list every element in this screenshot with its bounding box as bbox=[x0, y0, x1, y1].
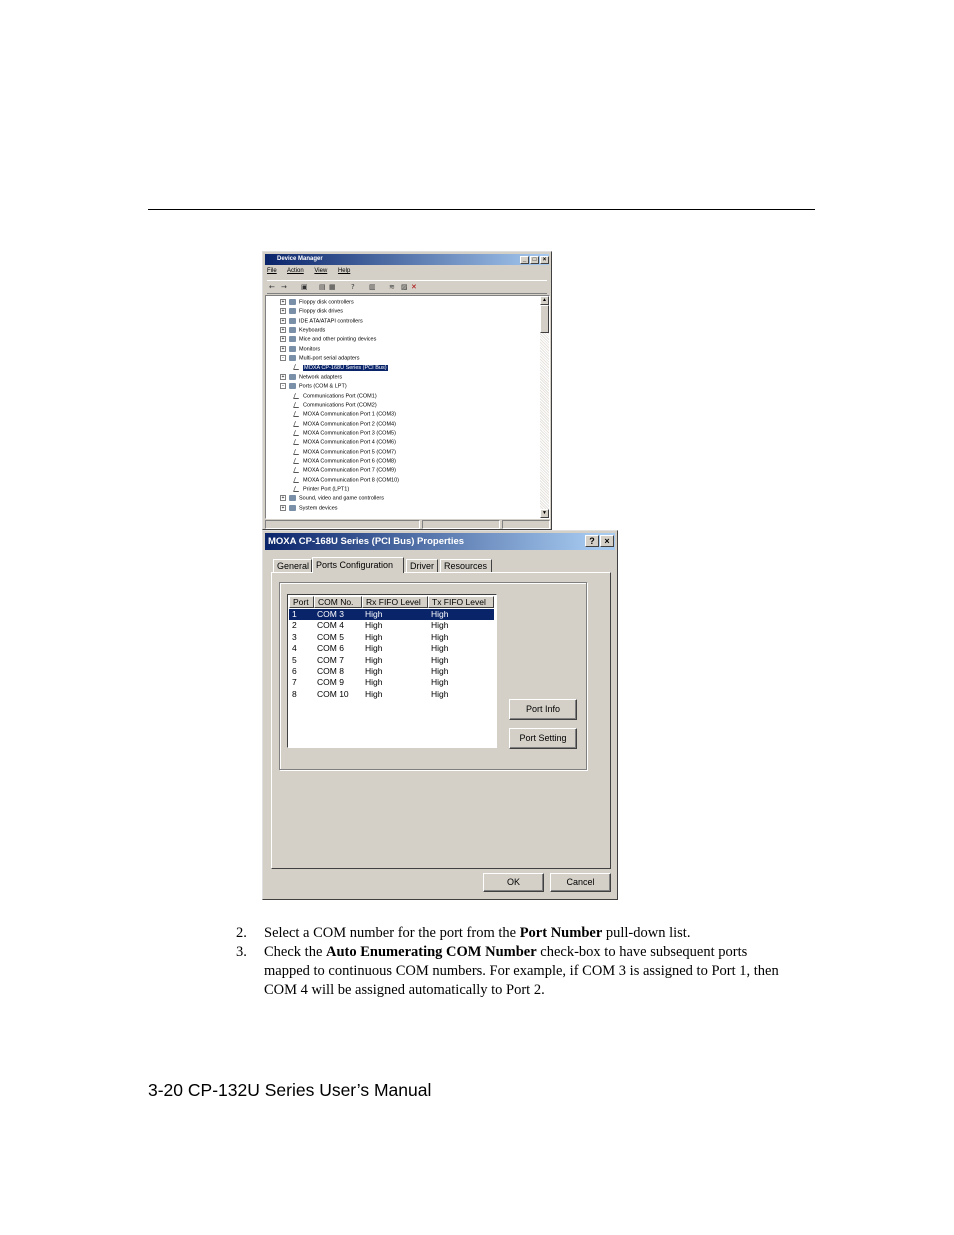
table-row[interactable] bbox=[289, 666, 494, 677]
tree-item[interactable] bbox=[280, 318, 363, 325]
table-cell: High bbox=[365, 631, 383, 642]
forward-arrow-icon[interactable]: → bbox=[281, 283, 287, 291]
properties-icon[interactable]: ▤ bbox=[319, 283, 326, 291]
tree-item-label: MOXA Communication Port 3 (COM5) bbox=[303, 430, 396, 437]
minimize-button[interactable]: _ bbox=[520, 256, 529, 264]
menu-help[interactable]: Help bbox=[337, 268, 351, 274]
tree-item-label: Keyboards bbox=[299, 327, 326, 334]
table-cell: High bbox=[365, 654, 383, 665]
device-category-icon bbox=[289, 374, 296, 380]
expand-icon[interactable]: + bbox=[281, 299, 285, 305]
table-cell: High bbox=[431, 677, 449, 688]
refresh-icon[interactable]: ▦ bbox=[329, 283, 336, 291]
column-port[interactable]: Port bbox=[289, 596, 314, 608]
device-category-icon bbox=[289, 299, 296, 305]
tab-resources[interactable]: Resources bbox=[440, 559, 492, 572]
expand-icon[interactable]: + bbox=[281, 373, 285, 380]
update-driver-icon[interactable]: ≋ bbox=[389, 283, 395, 291]
table-row[interactable] bbox=[289, 655, 494, 666]
dialog-close-button[interactable]: × bbox=[600, 535, 614, 547]
table-cell: High bbox=[431, 620, 449, 631]
table-cell: 2 bbox=[292, 620, 297, 631]
menu-view[interactable]: View bbox=[314, 268, 328, 274]
step-bold-term: Port Number bbox=[519, 925, 603, 941]
tab-panel bbox=[271, 572, 611, 869]
column-com-no[interactable]: COM No. bbox=[314, 596, 362, 608]
device-category-icon bbox=[289, 318, 296, 324]
tree-item-label: Monitors bbox=[299, 346, 321, 353]
step-text: pull-down list. bbox=[602, 925, 691, 941]
tree-item-label: Communications Port (COM2) bbox=[303, 402, 377, 409]
table-row[interactable] bbox=[289, 689, 494, 700]
tree-scrollbar[interactable] bbox=[540, 296, 549, 518]
back-arrow-icon[interactable]: ← bbox=[269, 283, 275, 291]
tree-item[interactable] bbox=[294, 439, 396, 446]
tree-item-label: MOXA Communication Port 1 (COM3) bbox=[303, 411, 396, 418]
device-manager-titlebar bbox=[265, 254, 549, 265]
close-button[interactable]: × bbox=[540, 256, 549, 264]
tree-item-label: MOXA Communication Port 6 (COM8) bbox=[303, 458, 396, 465]
properties-dialog bbox=[262, 530, 618, 900]
tree-item-label: Floppy disk drives bbox=[299, 308, 344, 315]
tree-item[interactable] bbox=[294, 364, 388, 371]
table-cell: High bbox=[365, 666, 383, 676]
table-row[interactable] bbox=[289, 620, 494, 631]
tab-driver[interactable]: Driver bbox=[406, 559, 438, 572]
tree-item[interactable] bbox=[294, 402, 377, 409]
tab-general[interactable]: General bbox=[273, 559, 312, 572]
port-info-button[interactable]: Port Info bbox=[509, 699, 577, 720]
table-cell: 3 bbox=[292, 631, 297, 642]
tree-item-label: IDE ATA/ATAPI controllers bbox=[299, 318, 363, 325]
table-cell: COM 4 bbox=[317, 620, 344, 631]
tree-item-label: System devices bbox=[299, 505, 338, 512]
port-device-icon bbox=[293, 421, 301, 427]
status-pane-1 bbox=[265, 520, 420, 529]
properties-title: MOXA CP-168U Series (PCI Bus) Properties bbox=[268, 536, 465, 547]
menu-bar bbox=[267, 268, 359, 274]
scroll-thumb[interactable] bbox=[540, 305, 549, 333]
table-cell: High bbox=[431, 631, 449, 642]
tree-item[interactable] bbox=[280, 327, 325, 334]
table-cell: COM 7 bbox=[317, 654, 344, 665]
tree-item[interactable] bbox=[280, 336, 376, 343]
uninstall-icon[interactable]: ✕ bbox=[411, 283, 417, 291]
scroll-down-button[interactable]: ▼ bbox=[540, 509, 549, 518]
table-cell: High bbox=[431, 666, 449, 676]
header-rule bbox=[148, 209, 815, 210]
step-text: Select a COM number for the port from the bbox=[264, 925, 520, 941]
step-text: Check the bbox=[264, 944, 327, 960]
status-bar bbox=[265, 520, 550, 529]
step-2 bbox=[236, 924, 796, 943]
device-manager-title: Device Manager bbox=[277, 256, 323, 262]
column-rx-fifo[interactable]: Rx FIFO Level bbox=[362, 596, 428, 608]
page-footer: 3-20 CP-132U Series User’s Manual bbox=[148, 1080, 432, 1100]
step-text: check-box to have subsequent ports mapped to continuous COM numbers. For example, if COM 3 is assigned to Port 1, then COM 4 will be assigned automatically to Port 2. bbox=[264, 944, 779, 998]
tree-item-label: MOXA Communication Port 2 (COM4) bbox=[303, 421, 396, 427]
tree-item-label: Ports (COM & LPT) bbox=[299, 383, 347, 390]
tree-item-label: Multi-port serial adapters bbox=[299, 355, 360, 362]
menu-file[interactable]: File bbox=[267, 268, 277, 274]
tree-item-label: MOXA Communication Port 5 (COM7) bbox=[303, 449, 396, 456]
table-cell: COM 9 bbox=[317, 677, 344, 688]
table-row[interactable] bbox=[289, 632, 494, 643]
tree-item[interactable] bbox=[280, 346, 320, 353]
tree-item[interactable] bbox=[294, 430, 396, 437]
table-cell: High bbox=[431, 654, 449, 665]
tree-item-label: Mice and other pointing devices bbox=[299, 336, 377, 343]
tree-item[interactable] bbox=[280, 374, 342, 381]
tree-item[interactable] bbox=[280, 355, 360, 362]
expand-icon[interactable]: + bbox=[281, 345, 285, 352]
port-device-icon bbox=[293, 430, 301, 436]
expand-icon[interactable]: + bbox=[281, 495, 285, 502]
tree-item[interactable] bbox=[280, 495, 384, 502]
port-device-icon bbox=[293, 411, 301, 417]
tree-item[interactable] bbox=[294, 486, 349, 493]
port-device-icon bbox=[293, 364, 301, 370]
table-row[interactable] bbox=[289, 609, 494, 620]
table-cell: 4 bbox=[292, 643, 297, 654]
expand-icon[interactable]: + bbox=[281, 504, 285, 511]
show-hide-tree-icon[interactable]: ▣ bbox=[301, 283, 308, 291]
tree-item[interactable] bbox=[294, 458, 396, 465]
tree-item-label: MOXA Communication Port 7 (COM9) bbox=[303, 467, 396, 474]
status-pane-2 bbox=[422, 520, 500, 529]
step-bold-term: Auto Enumerating COM Number bbox=[326, 944, 537, 960]
expand-icon[interactable]: + bbox=[281, 336, 285, 343]
device-category-icon bbox=[289, 505, 296, 511]
port-device-icon bbox=[293, 467, 301, 473]
table-cell: High bbox=[431, 609, 449, 619]
table-cell: 6 bbox=[292, 666, 297, 676]
tree-item-label: MOXA Communication Port 4 (COM6) bbox=[303, 439, 396, 446]
device-category-icon bbox=[289, 336, 296, 342]
tree-item[interactable] bbox=[294, 421, 396, 428]
tree-item-label: Sound, video and game controllers bbox=[299, 495, 384, 502]
table-cell: High bbox=[365, 643, 383, 654]
table-cell: High bbox=[431, 643, 449, 654]
device-category-icon bbox=[289, 495, 296, 501]
tree-item[interactable] bbox=[280, 505, 338, 512]
table-cell: High bbox=[431, 688, 449, 699]
port-device-icon bbox=[293, 486, 301, 492]
device-category-icon bbox=[289, 327, 296, 333]
table-cell: High bbox=[365, 688, 383, 699]
device-manager-window bbox=[262, 251, 552, 530]
expand-icon[interactable]: + bbox=[281, 327, 285, 334]
tree-item-label: Communications Port (COM1) bbox=[303, 392, 377, 399]
column-tx-fifo[interactable]: Tx FIFO Level bbox=[428, 596, 494, 608]
tree-item-label: Network adapters bbox=[299, 374, 343, 381]
tree-item[interactable] bbox=[294, 477, 399, 484]
table-cell: 1 bbox=[292, 609, 297, 619]
tree-item[interactable] bbox=[294, 449, 396, 456]
step-3 bbox=[236, 943, 796, 1000]
device-category-icon bbox=[289, 355, 296, 361]
tree-item[interactable] bbox=[294, 467, 396, 474]
tab-ports-configuration[interactable]: Ports Configuration bbox=[312, 557, 404, 573]
help-button[interactable]: ? bbox=[585, 535, 599, 547]
ok-button[interactable]: OK bbox=[483, 873, 544, 892]
port-device-icon bbox=[293, 458, 301, 464]
cancel-button[interactable]: Cancel bbox=[550, 873, 611, 892]
port-device-icon bbox=[293, 477, 301, 483]
table-cell: 7 bbox=[292, 677, 297, 688]
port-setting-button[interactable]: Port Setting bbox=[509, 728, 577, 749]
tree-item[interactable] bbox=[294, 411, 396, 418]
scan-hardware-icon[interactable]: ▥ bbox=[369, 283, 376, 291]
step-number: 2. bbox=[236, 925, 247, 941]
ports-list[interactable] bbox=[287, 594, 497, 748]
port-device-icon bbox=[293, 439, 301, 445]
table-cell: 5 bbox=[292, 654, 297, 665]
toolbar bbox=[267, 280, 547, 294]
tree-item[interactable] bbox=[280, 308, 343, 315]
port-device-icon bbox=[293, 449, 301, 455]
expand-icon[interactable]: + bbox=[281, 308, 285, 315]
device-category-icon bbox=[289, 308, 296, 314]
tree-item[interactable] bbox=[280, 299, 354, 306]
table-cell: COM 6 bbox=[317, 643, 344, 654]
table-cell: COM 3 bbox=[317, 609, 344, 619]
menu-action[interactable]: Action bbox=[287, 268, 304, 274]
table-cell: High bbox=[365, 677, 383, 688]
table-cell: 8 bbox=[292, 688, 297, 699]
maximize-button[interactable]: □ bbox=[530, 256, 539, 264]
tree-item-label: MOXA Communication Port 8 (COM10) bbox=[303, 477, 399, 484]
collapse-icon[interactable]: - bbox=[280, 383, 286, 389]
instruction-steps bbox=[236, 924, 796, 1000]
status-pane-3 bbox=[502, 520, 550, 529]
port-device-icon bbox=[293, 402, 301, 408]
collapse-icon[interactable]: - bbox=[280, 355, 286, 361]
scroll-up-button[interactable]: ▲ bbox=[540, 296, 549, 305]
table-cell: COM 8 bbox=[317, 666, 344, 676]
table-row[interactable] bbox=[289, 677, 494, 688]
tree-item-label: MOXA CP-168U Series (PCI Bus) bbox=[304, 364, 387, 371]
table-row[interactable] bbox=[289, 643, 494, 654]
tree-item-label: Floppy disk controllers bbox=[299, 299, 354, 306]
tree-item[interactable] bbox=[294, 393, 377, 400]
help-icon[interactable]: ? bbox=[351, 283, 355, 291]
device-category-icon bbox=[289, 346, 296, 352]
table-cell: High bbox=[365, 620, 383, 631]
table-cell: COM 5 bbox=[317, 631, 344, 642]
expand-icon[interactable]: + bbox=[281, 317, 285, 324]
tree-item[interactable] bbox=[280, 383, 347, 390]
step-number: 3. bbox=[236, 944, 247, 960]
table-cell: COM 10 bbox=[317, 688, 349, 699]
properties-titlebar bbox=[265, 533, 615, 550]
port-device-icon bbox=[293, 393, 301, 399]
device-tree bbox=[265, 295, 550, 519]
table-cell: High bbox=[365, 609, 383, 619]
tree-item-label: Printer Port (LPT1) bbox=[303, 486, 350, 493]
device-category-icon bbox=[289, 383, 296, 389]
disable-device-icon[interactable]: ▨ bbox=[401, 283, 408, 291]
